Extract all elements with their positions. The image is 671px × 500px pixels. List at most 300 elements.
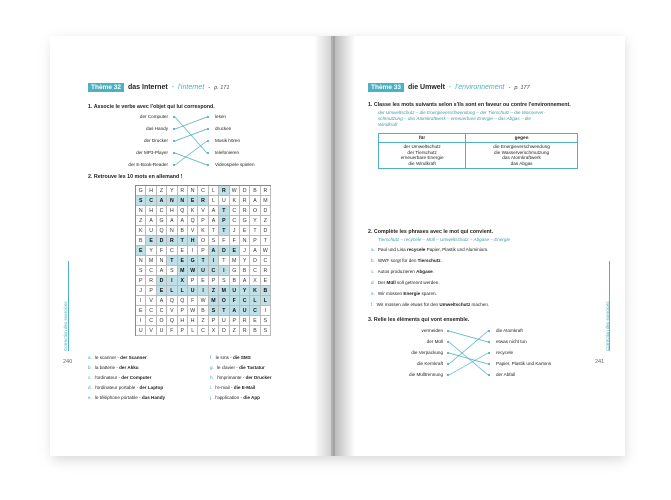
match-dot xyxy=(207,152,209,154)
word-search-grid xyxy=(135,185,271,336)
grid-cell: X xyxy=(250,276,260,286)
grid-cell: E xyxy=(198,276,208,286)
answer-german: der Akku xyxy=(119,365,139,370)
match-dot xyxy=(488,330,490,332)
grid-cell: T xyxy=(219,306,229,316)
grid-cell: U xyxy=(146,226,156,236)
grid-cell: U xyxy=(240,306,250,316)
grid-cell: I xyxy=(167,276,177,286)
grid-cell: R xyxy=(219,186,229,196)
grid-cell: L xyxy=(209,186,219,196)
grid-cell: U xyxy=(219,316,229,326)
matching-verb: drucken xyxy=(215,126,232,131)
grid-cell: E xyxy=(136,246,146,256)
answer-french: l'imprimante xyxy=(216,375,242,380)
grid-cell: P xyxy=(209,316,219,326)
grid-cell: P xyxy=(198,246,208,256)
grid-cell: S xyxy=(167,266,177,276)
match-dot xyxy=(207,128,209,130)
grid-cell: C xyxy=(240,296,250,306)
sentence-text: Wir müssen alle etwas für den xyxy=(376,302,440,307)
answer-label: c. xyxy=(88,375,92,380)
grid-cell: P xyxy=(188,276,198,286)
theme-translation: l'environnement xyxy=(455,84,505,91)
grid-cell: S xyxy=(261,326,271,336)
match-left-item: der Müll xyxy=(426,339,443,344)
match-line xyxy=(449,331,488,342)
grid-cell: Y xyxy=(146,246,156,256)
grid-cell: Z xyxy=(209,286,219,296)
answer-label: j. xyxy=(210,395,213,400)
answer-row: i. l'e-mail - die E-Mail xyxy=(210,385,256,390)
grid-cell: F xyxy=(167,326,177,336)
match-dot xyxy=(447,374,449,376)
grid-cell: A xyxy=(209,246,219,256)
exercise-1-hint-line-2: schmutzung – das Atomkraftwerk – erneuerbare Energie – das Abgas – die xyxy=(378,116,531,121)
grid-cell: N xyxy=(167,196,177,206)
grid-cell: O xyxy=(250,206,260,216)
grid-cell: F xyxy=(157,246,167,256)
grid-cell: R xyxy=(240,316,250,326)
grid-cell: O xyxy=(198,236,208,246)
grid-cell: J xyxy=(136,286,146,296)
grid-cell: G xyxy=(188,256,198,266)
match-line xyxy=(175,129,207,141)
sentence-label: d. xyxy=(371,280,375,285)
match-left-item: vermeiden xyxy=(421,328,443,333)
grid-cell: H xyxy=(188,236,198,246)
match-right-item: etwas nicht tun xyxy=(496,339,527,344)
grid-cell: L xyxy=(178,286,188,296)
grid-cell: S xyxy=(136,196,146,206)
grid-cell: B xyxy=(250,326,260,336)
answer-label: e. xyxy=(88,395,92,400)
grid-cell: M xyxy=(146,256,156,266)
side-text: Correction des exercices xyxy=(63,301,68,351)
grid-cell: H xyxy=(178,316,188,326)
exercise-3-title: 3. Relie les éléments qui vont ensemble. xyxy=(368,317,470,323)
answer-french: l'e-mail xyxy=(215,385,230,390)
grid-cell: E xyxy=(188,196,198,206)
matching-object: der MP3-Player xyxy=(136,150,168,155)
grid-cell: S xyxy=(209,306,219,316)
grid-cell: S xyxy=(261,316,271,326)
grid-cell: M xyxy=(261,196,271,206)
grid-cell: Z xyxy=(230,326,240,336)
grid-cell: B xyxy=(136,236,146,246)
grid-cell: H xyxy=(188,316,198,326)
grid-cell: H xyxy=(146,186,156,196)
match-dot xyxy=(207,140,209,142)
match-dot xyxy=(173,152,175,154)
answer-label: b. xyxy=(88,365,92,370)
right-theme-header: Thème 33 die Umwelt - l'environnement - p. 177 xyxy=(368,83,530,92)
grid-cell: K xyxy=(136,226,146,236)
grid-cell: T xyxy=(261,236,271,246)
matching-object: der E-Book-Reader xyxy=(128,162,168,167)
exercise-1-title: 1. Classe les mots suivants selon s'ils sont en faveur ou contre l'environnement. xyxy=(368,102,571,108)
theme-title: das Internet xyxy=(128,84,168,91)
answer-french: le téléphone portable xyxy=(94,395,138,400)
grid-cell: N xyxy=(178,196,188,206)
answer-german: das Handy xyxy=(141,395,166,400)
grid-cell: Z xyxy=(198,316,208,326)
grid-cell: K xyxy=(250,286,260,296)
answer-row: h. l'imprimante - der Drucker xyxy=(210,375,272,380)
exercise-1-hint-line-3: Windkraft xyxy=(378,122,398,127)
answer-label: g. xyxy=(210,365,214,370)
sentence-text: Autos produzieren xyxy=(377,269,417,274)
sentence-text: Papier, Plastik und Aluminium. xyxy=(425,247,489,252)
matching-object: der Drucker xyxy=(144,138,168,143)
grid-cell: F xyxy=(219,236,229,246)
theme-page-ref: p. 171 xyxy=(214,84,230,91)
match-dot xyxy=(173,140,175,142)
sentence-text: Wir müssen xyxy=(377,291,404,296)
grid-cell: A xyxy=(250,196,260,206)
grid-cell: P xyxy=(250,236,260,246)
grid-cell: P xyxy=(146,286,156,296)
answer-row: c. l'ordinateur - der Computer xyxy=(88,375,152,380)
grid-cell: C xyxy=(157,206,167,216)
grid-cell: N xyxy=(136,206,146,216)
grid-cell: Q xyxy=(178,206,188,216)
sentence-answer: Müll xyxy=(386,280,396,285)
grid-cell: L xyxy=(250,296,260,306)
grid-cell: I xyxy=(188,246,198,256)
matching-verb: telefonieren xyxy=(215,150,240,155)
matching-lines xyxy=(333,36,625,456)
grid-cell: W xyxy=(230,186,240,196)
grid-cell: P xyxy=(198,216,208,226)
grid-cell: E xyxy=(230,246,240,256)
answer-french: le clavier xyxy=(216,365,235,370)
grid-cell: Y xyxy=(250,216,260,226)
grid-cell: F xyxy=(230,296,240,306)
exercise-1-hint-line-1: der Umweltschutz – die Energieverschwendung – der Tierschutz – die Wasserver- xyxy=(378,110,546,115)
grid-cell: R xyxy=(240,206,250,216)
grid-cell: N xyxy=(136,256,146,266)
for-item: die Windkraft xyxy=(408,161,436,167)
sentence-label: f. xyxy=(371,302,374,307)
for-item: der Tierschutz xyxy=(407,149,437,155)
exercise-2-title: 2. Complète les phrases avec le mot qui convient. xyxy=(368,229,494,235)
sentence-text: . xyxy=(432,269,435,274)
grid-cell: T xyxy=(178,236,188,246)
page-number: 240 xyxy=(63,359,73,365)
answer-french: la batterie xyxy=(94,365,116,370)
grid-cell: G xyxy=(230,266,240,276)
grid-cell: B xyxy=(261,286,271,296)
answer-german: die E-Mail xyxy=(233,385,256,390)
answer-german: der Computer xyxy=(121,375,152,380)
answer-label: i. xyxy=(210,385,213,390)
grid-cell: X xyxy=(209,326,219,336)
grid-cell: C xyxy=(198,186,208,196)
answer-row: d. l'ordinateur portable - der Laptop xyxy=(88,385,164,390)
grid-cell: A xyxy=(167,216,177,226)
match-right-item: der Abfall xyxy=(496,372,516,377)
grid-cell: E xyxy=(146,236,156,246)
grid-cell: T xyxy=(219,256,229,266)
grid-cell: L xyxy=(188,326,198,336)
sentence-text: machen. xyxy=(470,302,490,307)
grid-cell: K xyxy=(198,226,208,236)
left-page xyxy=(50,36,333,456)
matching-verb: Videospiele spielen xyxy=(215,162,255,167)
grid-cell: Y xyxy=(167,186,177,196)
answer-row: b. la batterie - der Akku xyxy=(88,365,139,370)
page-number: 241 xyxy=(595,359,605,365)
exercise-2-title: 2. Retrouve les 10 mots en allemand ! xyxy=(88,174,183,180)
grid-cell: Q xyxy=(178,296,188,306)
grid-cell: T xyxy=(219,206,229,216)
theme-title: die Umwelt xyxy=(408,84,445,91)
sentence-label: b. xyxy=(371,258,375,263)
grid-cell: N xyxy=(167,226,177,236)
grid-cell: C xyxy=(146,266,156,276)
answer-german: der Laptop xyxy=(139,385,164,390)
matching-verb: Musik hören xyxy=(215,138,241,143)
grid-cell: M xyxy=(178,266,188,276)
answer-french: l'application xyxy=(215,395,240,400)
grid-cell: C xyxy=(261,256,271,266)
grid-cell: E xyxy=(240,226,250,236)
grid-cell: Z xyxy=(157,186,167,196)
grid-cell: V xyxy=(146,296,156,306)
grid-cell: I xyxy=(198,286,208,296)
answer-row: g. le clavier - die Tastatur xyxy=(210,365,265,370)
grid-cell: H xyxy=(167,206,177,216)
match-right-item: die Atomkraft xyxy=(496,328,523,333)
grid-cell: B xyxy=(250,186,260,196)
grid-cell: E xyxy=(157,286,167,296)
grid-cell: L xyxy=(209,196,219,206)
answer-french: l'ordinateur portable xyxy=(94,385,136,390)
match-line xyxy=(449,353,488,364)
sentence-answer: Tierschutz xyxy=(417,258,441,263)
match-left-item: die Kernkraft xyxy=(416,361,443,366)
grid-cell: R xyxy=(240,326,250,336)
grid-cell: C xyxy=(198,326,208,336)
grid-cell: R xyxy=(167,236,177,246)
grid-cell: D xyxy=(219,246,229,256)
grid-cell: D xyxy=(157,236,167,246)
grid-cell: C xyxy=(157,306,167,316)
sentence-label: e. xyxy=(371,291,375,296)
grid-cell: J xyxy=(240,246,250,256)
grid-cell: N xyxy=(240,236,250,246)
grid-cell: X xyxy=(178,276,188,286)
grid-cell: G xyxy=(136,186,146,196)
grid-cell: E xyxy=(261,276,271,286)
answer-row: a. le scanner - der Scanner xyxy=(88,355,147,360)
grid-cell: I xyxy=(261,306,271,316)
grid-cell: A xyxy=(230,306,240,316)
grid-cell: D xyxy=(219,326,229,336)
column-header-against: gegen xyxy=(466,134,578,143)
match-dot xyxy=(447,330,449,332)
answer-row: f. le sms - die SMS xyxy=(210,355,251,360)
grid-cell: O xyxy=(219,296,229,306)
match-dot xyxy=(488,374,490,376)
grid-cell: A xyxy=(157,266,167,276)
book-spine xyxy=(331,36,335,456)
grid-cell: U xyxy=(136,326,146,336)
sentence-answer: Abgase xyxy=(416,269,433,274)
grid-cell: S xyxy=(219,276,229,286)
grid-cell: O xyxy=(157,316,167,326)
sentence-label: a. xyxy=(371,247,375,252)
answer-label: f. xyxy=(210,355,213,360)
grid-cell: C xyxy=(250,266,260,276)
match-line xyxy=(175,153,207,165)
grid-cell: C xyxy=(167,246,177,256)
sentence-text: Paul und Lisa xyxy=(377,247,407,252)
grid-cell: V xyxy=(146,326,156,336)
grid-cell: E xyxy=(178,256,188,266)
grid-cell: Z xyxy=(136,216,146,226)
grid-cell: S xyxy=(209,236,219,246)
grid-cell: T xyxy=(219,226,229,236)
side-text: Correction des exercices xyxy=(605,301,610,351)
grid-cell: A xyxy=(209,216,219,226)
grid-cell: R xyxy=(240,196,250,206)
match-right-item: Papier, Plastik und Kartons xyxy=(496,361,552,366)
grid-cell: T xyxy=(250,226,260,236)
answer-label: a. xyxy=(88,355,92,360)
exercise-2-hint: Tierschutz – recycele – Müll – Umweltschutz – Abgase – Energie xyxy=(378,237,511,242)
match-line xyxy=(175,141,207,165)
grid-cell: W xyxy=(188,266,198,276)
grid-cell: G xyxy=(240,216,250,226)
answer-german: der Drucker xyxy=(245,375,272,380)
grid-cell: U xyxy=(230,286,240,296)
grid-cell: W xyxy=(188,306,198,316)
grid-cell: L xyxy=(167,286,177,296)
grid-cell: S xyxy=(136,266,146,276)
sentence-text: soll getrennt werden. xyxy=(395,280,440,285)
grid-cell: C xyxy=(146,306,156,316)
grid-cell: D xyxy=(261,206,271,216)
theme-page-ref: p. 177 xyxy=(514,84,530,91)
match-dot xyxy=(488,363,490,365)
theme-translation: l'internet xyxy=(178,84,205,91)
match-line xyxy=(449,331,488,364)
match-dot xyxy=(207,116,209,118)
matching-object: das Handy xyxy=(146,126,168,131)
match-dot xyxy=(173,164,175,166)
against-item: die Energieverschwendung xyxy=(493,143,550,149)
match-dot xyxy=(447,352,449,354)
grid-cell: R xyxy=(178,186,188,196)
match-line xyxy=(175,117,207,129)
grid-cell: M xyxy=(209,296,219,306)
grid-cell: U xyxy=(188,286,198,296)
match-line xyxy=(449,353,488,375)
sentence-text: WWF sorgt für den xyxy=(377,258,418,263)
grid-cell: V xyxy=(188,226,198,236)
grid-cell: M xyxy=(219,286,229,296)
grid-cell: C xyxy=(146,316,156,326)
against-item: das Abgas xyxy=(510,161,533,167)
grid-cell: W xyxy=(261,246,271,256)
grid-cell: P xyxy=(209,276,219,286)
grid-cell: L xyxy=(261,296,271,306)
grid-cell: I xyxy=(219,266,229,276)
grid-cell: G xyxy=(157,216,167,226)
grid-cell: B xyxy=(240,266,250,276)
match-dot xyxy=(207,164,209,166)
grid-cell: U xyxy=(198,266,208,276)
answer-german: der Scanner xyxy=(120,355,147,360)
grid-cell: J xyxy=(230,226,240,236)
grid-cell: C xyxy=(230,206,240,216)
grid-cell: D xyxy=(250,256,260,266)
grid-cell: T xyxy=(198,256,208,266)
grid-cell: P xyxy=(136,276,146,286)
grid-cell: E xyxy=(250,316,260,326)
grid-cell: A xyxy=(146,216,156,226)
grid-cell: A xyxy=(250,246,260,256)
column-header-for: für xyxy=(379,134,466,143)
match-dot xyxy=(173,116,175,118)
grid-cell: I xyxy=(136,316,146,326)
grid-cell: K xyxy=(230,196,240,206)
grid-cell: C xyxy=(230,216,240,226)
grid-cell: P xyxy=(178,306,188,316)
grid-cell: R xyxy=(146,276,156,286)
match-dot xyxy=(488,352,490,354)
sentence-text: Der xyxy=(377,280,387,285)
grid-cell: U xyxy=(157,326,167,336)
match-right-item: recycele xyxy=(496,350,514,355)
against-item: die Wasserverschmutzung xyxy=(494,149,550,155)
answer-label: d. xyxy=(88,385,92,390)
grid-cell: Q xyxy=(157,226,167,236)
match-dot xyxy=(447,341,449,343)
answer-german: die App xyxy=(243,395,260,400)
grid-cell: R xyxy=(261,266,271,276)
grid-cell: A xyxy=(209,206,219,216)
grid-cell: W xyxy=(198,296,208,306)
grid-cell: N xyxy=(157,256,167,266)
grid-cell: B xyxy=(178,226,188,236)
grid-cell: E xyxy=(136,306,146,316)
grid-cell: K xyxy=(188,206,198,216)
right-page xyxy=(333,36,625,456)
grid-cell: R xyxy=(198,196,208,206)
sentence-answer: Energie xyxy=(403,291,421,296)
sentence-label: c. xyxy=(371,269,375,274)
match-dot xyxy=(173,128,175,130)
grid-cell: U xyxy=(219,196,229,206)
grid-cell: D xyxy=(261,226,271,236)
grid-cell: N xyxy=(188,186,198,196)
match-dot xyxy=(447,363,449,365)
grid-cell: P xyxy=(178,326,188,336)
sentence-answer: recycele xyxy=(406,247,426,252)
match-left-item: die Verpackung xyxy=(411,350,443,355)
grid-cell: C xyxy=(209,266,219,276)
match-left-item: die Mülltrennung xyxy=(409,372,443,377)
for-item: erneuerbare Energie xyxy=(400,155,444,161)
grid-cell: B xyxy=(198,306,208,316)
left-theme-header: Thème 32 das Internet - l'internet - p. 171 xyxy=(88,83,229,92)
answer-german: die SMS xyxy=(232,355,251,360)
theme-badge: Thème 33 xyxy=(368,83,404,92)
grid-cell: V xyxy=(167,306,177,316)
